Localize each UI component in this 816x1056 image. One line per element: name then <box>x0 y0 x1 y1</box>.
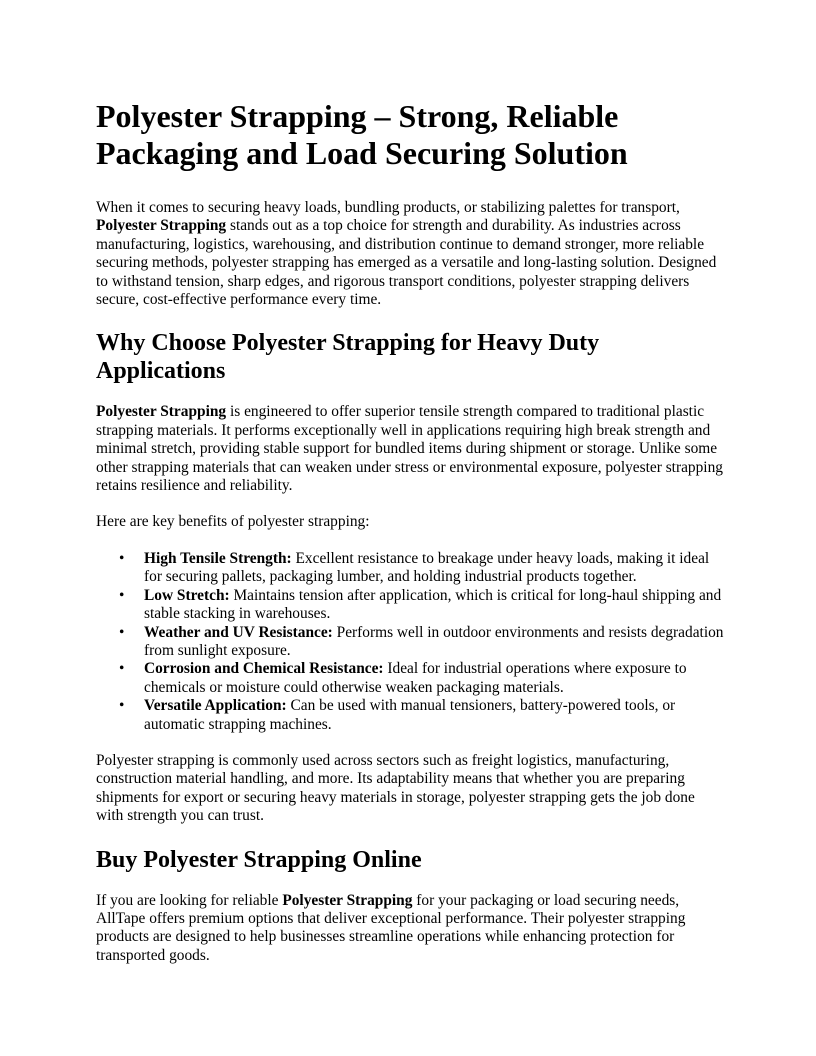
buy-text-start: If you are looking for reliable <box>96 891 283 909</box>
why-choose-paragraph <box>96 403 724 495</box>
bullet-icon: • <box>119 623 125 641</box>
benefit-label: Weather and UV Resistance: <box>144 623 333 641</box>
why-choose-bold-term: Polyester Strapping <box>96 403 227 421</box>
benefit-label: Low Stretch: <box>144 586 230 604</box>
bullet-icon: • <box>119 586 125 604</box>
sectors-paragraph: Polyester strapping is commonly used across sectors such as freight logistics, manufacturing, construction material handling, and more. Its adaptability means that whether you are preparing shipments for export or securing heavy materials in storage, polyester strapping gets the job done with strength you can trust. <box>96 751 695 825</box>
list-item <box>119 623 724 661</box>
benefit-text: Ideal for industrial operations where exposure to chemicals or moisture could otherwise weaken packaging materials. <box>144 660 687 696</box>
intro-paragraph <box>96 199 724 309</box>
benefit-label: Corrosion and Chemical Resistance: <box>144 660 384 678</box>
section-heading-why-choose: Why Choose Polyester Strapping for Heavy Duty Applications <box>96 330 600 385</box>
page-title: Polyester Strapping – Strong, Reliable Packaging and Load Securing Solution <box>96 98 628 171</box>
benefits-list <box>96 550 724 734</box>
benefits-intro: Here are key benefits of polyester strapping: <box>96 513 370 531</box>
buy-online-paragraph <box>96 892 724 966</box>
bullet-icon: • <box>119 660 125 678</box>
why-choose-text: is engineered to offer superior tensile strength compared to traditional plastic strapping materials. It performs exceptionally well in applications requiring high break strength and minimal stretch, providing stable support for bundled items during shipment or storage. Unlike some other strapping materials that can weaken under stress or environmental exposure, polyester strapping retains resilience and reliability. <box>96 403 723 495</box>
list-item <box>119 586 724 624</box>
benefit-text: Excellent resistance to breakage under heavy loads, making it ideal for securing pallets, packaging lumber, and holding industrial products together. <box>144 549 710 586</box>
buy-bold-term: Polyester Strapping <box>282 891 413 909</box>
benefit-label: Versatile Application: <box>144 697 287 715</box>
bullet-icon: • <box>119 697 125 715</box>
list-item <box>119 660 724 697</box>
bullet-icon: • <box>119 549 125 567</box>
intro-text-rest: stands out as a top choice for strength and durability. As industries across manufacturing, logistics, warehousing, and distribution continue to demand stronger, more reliable securing methods, polyester strapping has emerged as a versatile and long-lasting solution. Designed to withstand tension, sharp edges, and rigorous transport conditions, polyester strapping delivers secure, cost-effective performance every time. <box>96 217 717 309</box>
list-item <box>119 549 724 587</box>
section-heading-buy-online: Buy Polyester Strapping Online <box>96 846 422 873</box>
intro-text-start: When it comes to securing heavy loads, bundling products, or stabilizing palettes for transport, <box>96 199 680 216</box>
list-item <box>119 697 724 734</box>
buy-text-rest: for your packaging or load securing needs, AllTape offers premium options that deliver exceptional performance. Their polyester strapping products are designed to help businesses streamline operations while enhancing protection for transported goods. <box>96 891 686 964</box>
benefit-text: Maintains tension after application, which is critical for long-haul shipping and stable stacking in warehouses. <box>144 586 722 623</box>
document-page <box>96 98 724 983</box>
benefit-label: High Tensile Strength: <box>144 549 292 567</box>
benefit-text: Performs well in outdoor environments and resists degradation from sunlight exposure. <box>144 623 724 659</box>
benefit-text: Can be used with manual tensioners, battery-powered tools, or automatic strapping machines. <box>144 697 676 733</box>
intro-bold-term: Polyester Strapping <box>96 217 227 235</box>
